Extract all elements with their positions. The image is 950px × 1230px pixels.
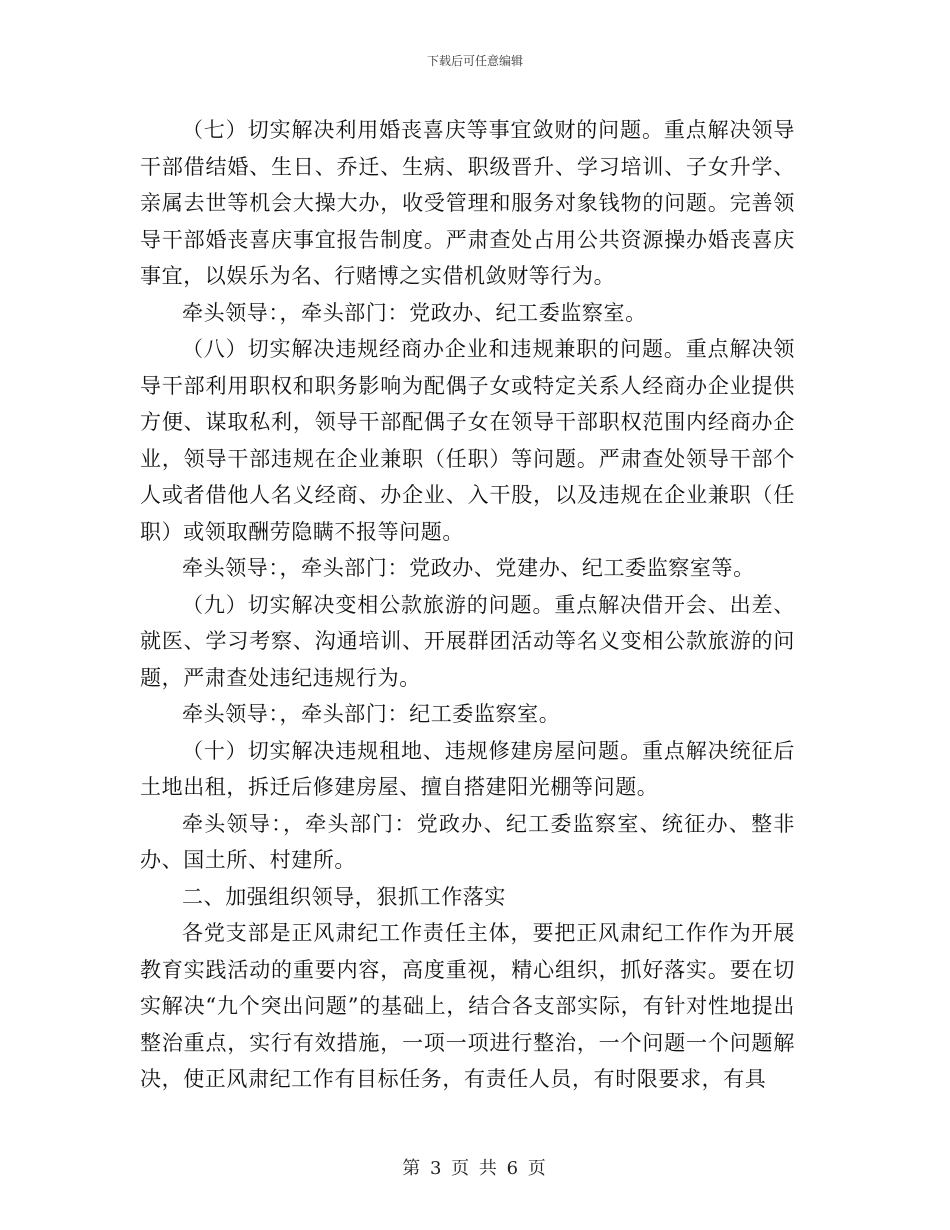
- paragraph-section-2: 各党支部是正风肃纪工作责任主体，要把正风肃纪工作作为开展教育实践活动的重要内容，高度重视，精心组织，抓好落实。要在切实解决“九个突出问题”的基础上，结合各支部实际，有针对性地提出整治重点，实行有效措施，一项一项进行整治，一个问题一个问题解决，使正风肃纪工作有目标任务，有责任人员，有时限要求，有具: [140, 921, 795, 1091]
- paragraph-lead-10: 牵头领导：，牵头部门：党政办、纪工委监察室、统征办、整非办、国土所、村建所。: [140, 811, 795, 872]
- paragraph-item-8: （八）切实解决违规经商办企业和违规兼职的问题。重点解决领导干部利用职权和职务影响为配偶子女或特定关系人经商办企业提供方便、谋取私利，领导干部配偶子女在领导干部职权范围内经商办企业，领导干部违规在企业兼职（任职）等问题。严肃查处领导干部个人或者借他人名义经商、办企业、入干股，以及违规在企业兼职（任职）或领取酬劳隐瞒不报等问题。: [140, 337, 795, 544]
- paragraph-lead-9: 牵头领导：，牵头部门：纪工委监察室。: [182, 702, 561, 726]
- section-heading: 二、加强组织领导，狠抓工作落实: [182, 884, 506, 909]
- paragraph-lead-7: 牵头领导：，牵头部门：党政办、纪工委监察室。: [182, 300, 647, 325]
- paragraph-lead-8: 牵头领导：，牵头部门：党政办、党建办、纪工委监察室等。: [182, 556, 755, 580]
- paragraph-item-10: （十）切实解决违规租地、违规修建房屋问题。重点解决统征后土地出租，拆迁后修建房屋、擅自搭建阳光棚等问题。: [140, 738, 795, 799]
- page-number: 第 3 页 共 6 页: [402, 1158, 548, 1179]
- paragraph-item-9: （九）切实解决变相公款旅游的问题。重点解决借开会、出差、就医、学习考察、沟通培训、开展群团活动等名义变相公款旅游的问题，严肃查处违纪违规行为。: [140, 592, 795, 690]
- page-header: 下载后可任意编辑: [426, 54, 523, 68]
- paragraph-item-7: （七）切实解决利用婚丧喜庆等事宜敛财的问题。重点解决领导干部借结婚、生日、乔迁、生病、职级晋升、学习培训、子女升学、亲属去世等机会大操大办，收受管理和服务对象钱物的问题。完善领导干部婚丧喜庆事宜报告制度。严肃查处占用公共资源操办婚丧喜庆事宜，以娱乐为名、行赌博之实借机敛财等行为。: [140, 118, 795, 288]
- document-body: [140, 112, 795, 1098]
